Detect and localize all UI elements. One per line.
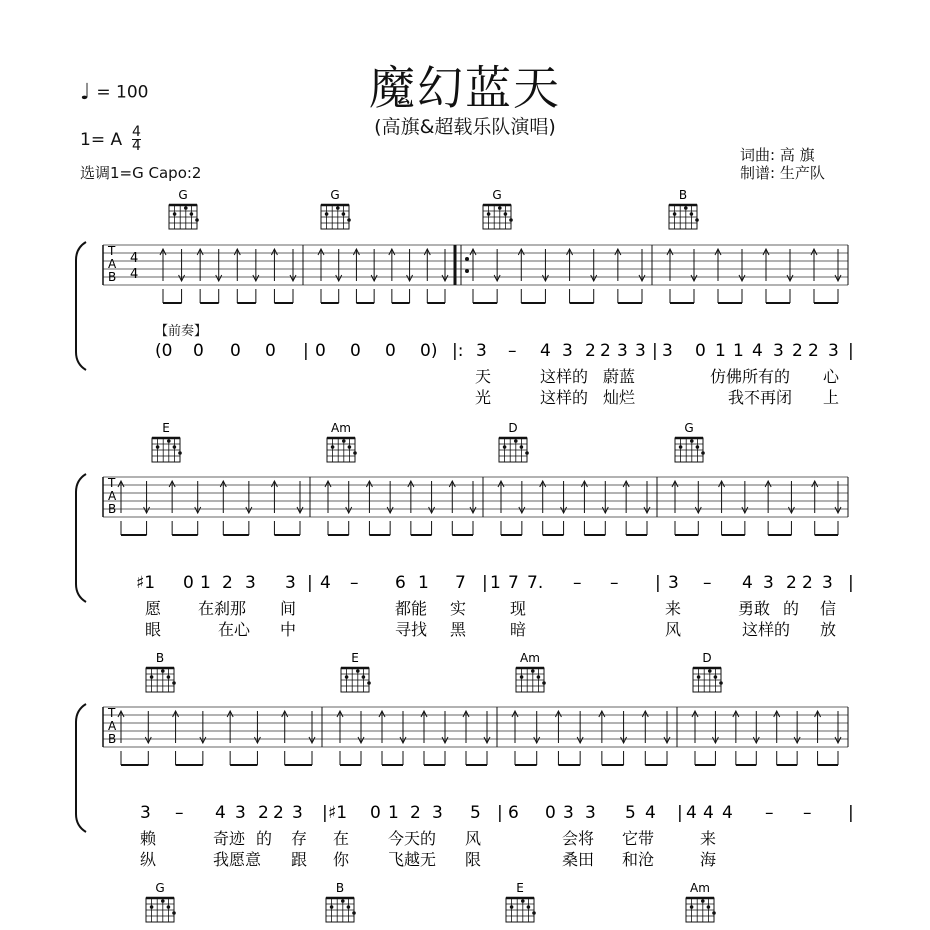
jianpu-note: 0 [370, 803, 381, 823]
chord-dot [184, 206, 188, 210]
chord-diagram [506, 881, 536, 922]
jianpu-note: – [703, 573, 712, 593]
chord-diagram [693, 651, 723, 692]
jianpu-note: 3 [562, 341, 573, 361]
lyric-verse-1: 今天的 [388, 829, 437, 848]
chord-name: D [702, 651, 712, 665]
jianpu-note: 2 [792, 341, 803, 361]
chord-name: G [330, 188, 340, 202]
jianpu-note: – [508, 341, 517, 361]
chord-dot [487, 212, 491, 216]
lyric-verse-2: 暗 [510, 620, 527, 639]
chord-dot [353, 451, 357, 455]
jianpu-note: (0 [155, 341, 173, 361]
repeat-dot [465, 257, 469, 261]
chord-dot [690, 439, 694, 443]
lyric-verse-1: 在 [333, 829, 350, 848]
jianpu-note: 7 [455, 573, 466, 593]
jianpu-note: 3 [773, 341, 784, 361]
lyric-verse-2: 我愿意 [213, 850, 262, 869]
jianpu-note: | [677, 803, 683, 823]
jianpu-note: 0 [545, 803, 556, 823]
lyric-verse-1: 赖 [140, 829, 157, 848]
key-signature: 1= A [80, 130, 123, 150]
tab-letter: B [108, 732, 117, 746]
chord-name: G [178, 188, 188, 202]
chord-diagram [146, 651, 176, 692]
chord-dot [336, 206, 340, 210]
jianpu-note: 1 [388, 803, 399, 823]
jianpu-note: ♯1 [136, 573, 156, 593]
lyric-verse-1: 在刹那 [198, 599, 247, 618]
lyric-verse-2: 这样的 [742, 620, 791, 639]
jianpu-note: – [175, 803, 184, 823]
system-brace [76, 242, 86, 370]
lyric-verse-1: 来 [700, 829, 717, 848]
tab-time-signature: 4 [130, 251, 139, 266]
chord-dot [172, 911, 176, 915]
jianpu-note: 1 [418, 573, 429, 593]
chord-dot [520, 445, 524, 449]
jianpu-note: 2 [786, 573, 797, 593]
repeat-dot [465, 269, 469, 273]
lyric-verse-2: 寻找 [395, 620, 428, 639]
chord-name: E [516, 881, 524, 895]
lyric-verse-2: 我不再闭 [728, 388, 793, 407]
chord-diagram [169, 188, 199, 229]
chord-diagram [483, 188, 513, 229]
jianpu-note: 0 [193, 341, 204, 361]
lyric-verse-2: 黑 [450, 620, 467, 639]
chord-dot [161, 669, 165, 673]
chord-dot [347, 218, 351, 222]
jianpu-note: 6 [508, 803, 519, 823]
chord-diagram [675, 421, 705, 462]
jianpu-note: 1 [490, 573, 501, 593]
chord-name: D [508, 421, 518, 435]
song-title: 魔幻蓝天 [369, 61, 561, 115]
jianpu-note: 4 [686, 803, 697, 823]
chord-dot [521, 899, 525, 903]
jianpu-note: | [482, 573, 488, 593]
lyric-verse-1: 风 [465, 829, 482, 848]
lyric-verse-1: 存 [291, 829, 308, 848]
capo-info: 选调1=G Capo:2 [80, 164, 202, 182]
chord-dot [684, 206, 688, 210]
jianpu-note: ♯1 [328, 803, 348, 823]
jianpu-note: 0 [183, 573, 194, 593]
chord-dot [673, 212, 677, 216]
jianpu-note: | [307, 573, 313, 593]
jianpu-note: 4 [703, 803, 714, 823]
lyric-verse-2: 这样的 [540, 388, 589, 407]
jianpu-note: 3 [635, 341, 646, 361]
jianpu-note: 7. [527, 573, 544, 593]
jianpu-note: 0 [265, 341, 276, 361]
tab-letter: T [108, 706, 116, 720]
chord-dot [190, 212, 194, 216]
jianpu-note: 3 [763, 573, 774, 593]
chord-dot [342, 212, 346, 216]
chord-dot [712, 911, 716, 915]
lyric-verse-1: 都能 [395, 599, 428, 618]
chord-dot [503, 445, 507, 449]
lyric-verse-1: 信 [820, 599, 837, 618]
jianpu-note: 4 [320, 573, 331, 593]
chord-dot [195, 218, 199, 222]
lyric-verse-1: 它带 [622, 829, 655, 848]
lyric-verse-1: 天 [475, 367, 492, 386]
chord-dot [150, 675, 154, 679]
jianpu-note: 5 [470, 803, 481, 823]
chord-dot [690, 212, 694, 216]
chord-name: Am [690, 881, 710, 895]
lyric-verse-1: 会将 [562, 829, 595, 848]
credits-lyrics-music: 词曲: 高 旗 [740, 146, 815, 164]
jianpu-note: | [652, 341, 658, 361]
chord-name: Am [520, 651, 540, 665]
lyric-verse-1: 心 [823, 367, 840, 386]
lyric-verse-2: 纵 [140, 850, 157, 869]
chord-name: B [335, 881, 345, 895]
chord-dot [173, 445, 177, 449]
credits-transcriber: 制谱: 生产队 [740, 164, 825, 182]
jianpu-note: – [573, 573, 582, 593]
chord-diagram [152, 421, 182, 462]
chord-dot [172, 681, 176, 685]
tab-letter: A [108, 257, 117, 271]
chord-dot [510, 905, 514, 909]
jianpu-note: – [610, 573, 619, 593]
chord-name: G [492, 188, 502, 202]
chord-dot [367, 681, 371, 685]
chord-dot [701, 899, 705, 903]
chord-diagram [146, 881, 176, 922]
jianpu-note: 3 [285, 573, 296, 593]
lyric-verse-2: 桑田 [562, 850, 595, 869]
chord-dot [714, 675, 718, 679]
chord-name: G [155, 881, 165, 895]
tempo-value: = 100 [96, 82, 149, 103]
jianpu-note: |: [452, 341, 464, 361]
chord-dot [167, 439, 171, 443]
jianpu-note: 3 [822, 573, 833, 593]
chord-dot [695, 218, 699, 222]
chord-name: E [351, 651, 359, 665]
time-signature-top: 4 [132, 124, 141, 140]
chord-dot [167, 675, 171, 679]
chord-dot [345, 675, 349, 679]
lyric-verse-2: 你 [333, 850, 350, 869]
tab-letter: B [108, 270, 117, 284]
lyric-verse-2: 风 [665, 620, 682, 639]
chord-dot [514, 439, 518, 443]
chord-dot [362, 675, 366, 679]
chord-dot [167, 905, 171, 909]
chord-dot [707, 905, 711, 909]
chord-dot [173, 212, 177, 216]
chord-dot [161, 899, 165, 903]
chord-dot [504, 212, 508, 216]
chord-dot [701, 451, 705, 455]
chord-dot [341, 899, 345, 903]
jianpu-note: 5 [625, 803, 636, 823]
lyric-verse-1: 愿 [145, 599, 162, 618]
lyric-verse-2: 上 [823, 388, 840, 407]
jianpu-note: – [803, 803, 812, 823]
chord-dot [498, 206, 502, 210]
chord-dot [537, 675, 541, 679]
jianpu-note: 3 [617, 341, 628, 361]
chord-dot [348, 445, 352, 449]
chord-name: Am [331, 421, 351, 435]
chord-dot [690, 905, 694, 909]
jianpu-note: | [848, 803, 854, 823]
jianpu-note: 2 [222, 573, 233, 593]
lyric-verse-1: 仿佛所有的 [710, 367, 791, 386]
lyric-verse-2: 放 [820, 620, 837, 639]
jianpu-note: – [350, 573, 359, 593]
lyric-verse-2: 灿烂 [603, 388, 636, 407]
lyric-verse-2: 眼 [145, 620, 162, 639]
chord-dot [342, 439, 346, 443]
chord-dot [719, 681, 723, 685]
jianpu-note: 2 [802, 573, 813, 593]
chord-dot [331, 445, 335, 449]
lyric-verse-1: 间 [280, 599, 297, 618]
lyric-verse-1: 的 [783, 599, 800, 618]
chord-diagram [516, 651, 546, 692]
tab-time-signature: 4 [130, 267, 139, 282]
lyric-verse-2: 和沧 [622, 850, 655, 869]
jianpu-note: 3 [476, 341, 487, 361]
lyric-verse-1: 勇敢 [738, 599, 771, 618]
jianpu-note: | [848, 573, 854, 593]
jianpu-note: 2 [585, 341, 596, 361]
time-signature-bottom: 4 [132, 138, 141, 154]
chord-name: B [678, 188, 688, 202]
chord-diagram [321, 188, 351, 229]
system-brace [76, 704, 86, 832]
chord-diagram [326, 881, 356, 922]
chord-dot [150, 905, 154, 909]
jianpu-note: 3 [292, 803, 303, 823]
jianpu-note: 3 [140, 803, 151, 823]
jianpu-note: 0 [230, 341, 241, 361]
chord-dot [532, 911, 536, 915]
chord-dot [525, 451, 529, 455]
chord-name: G [684, 421, 694, 435]
quarter-note-icon: ♩ [80, 80, 91, 105]
section-label-intro: 【前奏】 [155, 324, 208, 339]
chord-name: B [155, 651, 165, 665]
chord-diagram [327, 421, 357, 462]
tab-letter: A [108, 719, 117, 733]
jianpu-note: 3 [828, 341, 839, 361]
lyric-verse-1: 的 [256, 829, 273, 848]
jianpu-note: | [497, 803, 503, 823]
jianpu-note: 7 [508, 573, 519, 593]
jianpu-note: 2 [273, 803, 284, 823]
jianpu-note: 3 [563, 803, 574, 823]
chord-dot [679, 445, 683, 449]
lyric-verse-2: 限 [465, 850, 482, 869]
lyric-verse-1: 实 [450, 599, 467, 618]
jianpu-note: 2 [258, 803, 269, 823]
chord-dot [527, 905, 531, 909]
chord-diagram [686, 881, 716, 922]
jianpu-note: 6 [395, 573, 406, 593]
lyric-verse-2: 中 [280, 620, 297, 639]
jianpu-note: | [303, 341, 309, 361]
jianpu-note: 3 [668, 573, 679, 593]
chord-dot [352, 911, 356, 915]
chord-dot [531, 669, 535, 673]
jianpu-note: 3 [585, 803, 596, 823]
jianpu-note: 4 [215, 803, 226, 823]
jianpu-note: 0) [420, 341, 438, 361]
chord-dot [156, 445, 160, 449]
lyric-verse-1: 蔚蓝 [603, 367, 636, 386]
lyric-verse-2: 海 [700, 850, 717, 869]
jianpu-note: | [848, 341, 854, 361]
chord-dot [696, 445, 700, 449]
jianpu-note: | [322, 803, 328, 823]
chord-dot [697, 675, 701, 679]
jianpu-note: 2 [410, 803, 421, 823]
jianpu-note: 0 [350, 341, 361, 361]
lyric-verse-1: 现 [510, 599, 527, 618]
song-subtitle: (高旗&超载乐队演唱) [374, 116, 556, 138]
jianpu-note: 4 [742, 573, 753, 593]
jianpu-note: 4 [722, 803, 733, 823]
tab-letter: A [108, 489, 117, 503]
chord-diagram [499, 421, 529, 462]
lyric-verse-1: 来 [665, 599, 682, 618]
tab-letter: T [108, 244, 116, 258]
chord-dot [509, 218, 513, 222]
jianpu-note: 3 [235, 803, 246, 823]
chord-dot [330, 905, 334, 909]
chord-diagram [341, 651, 371, 692]
lyric-verse-1: 这样的 [540, 367, 589, 386]
jianpu-note: 4 [645, 803, 656, 823]
jianpu-note: 1 [715, 341, 726, 361]
chord-diagram [669, 188, 699, 229]
jianpu-note: 0 [695, 341, 706, 361]
chord-dot [178, 451, 182, 455]
chord-dot [325, 212, 329, 216]
jianpu-note: 2 [808, 341, 819, 361]
chord-dot [347, 905, 351, 909]
jianpu-note: 4 [752, 341, 763, 361]
jianpu-note: 3 [245, 573, 256, 593]
jianpu-note: 1 [200, 573, 211, 593]
jianpu-note: 2 [600, 341, 611, 361]
tab-letter: T [108, 476, 116, 490]
jianpu-note: 4 [540, 341, 551, 361]
chord-dot [708, 669, 712, 673]
jianpu-note: 1 [733, 341, 744, 361]
lyric-verse-2: 在心 [218, 620, 251, 639]
chord-name: E [162, 421, 170, 435]
lyric-verse-1: 奇迹 [213, 829, 246, 848]
chord-dot [520, 675, 524, 679]
jianpu-note: 3 [432, 803, 443, 823]
lyric-verse-2: 光 [475, 388, 492, 407]
jianpu-note: – [765, 803, 774, 823]
jianpu-note: 0 [385, 341, 396, 361]
jianpu-note: 3 [662, 341, 673, 361]
chord-dot [542, 681, 546, 685]
jianpu-note: 0 [315, 341, 326, 361]
jianpu-note: | [655, 573, 661, 593]
chord-dot [356, 669, 360, 673]
tab-letter: B [108, 502, 117, 516]
system-brace [76, 474, 86, 602]
lyric-verse-2: 跟 [291, 850, 308, 869]
lyric-verse-2: 飞越无 [388, 850, 437, 869]
